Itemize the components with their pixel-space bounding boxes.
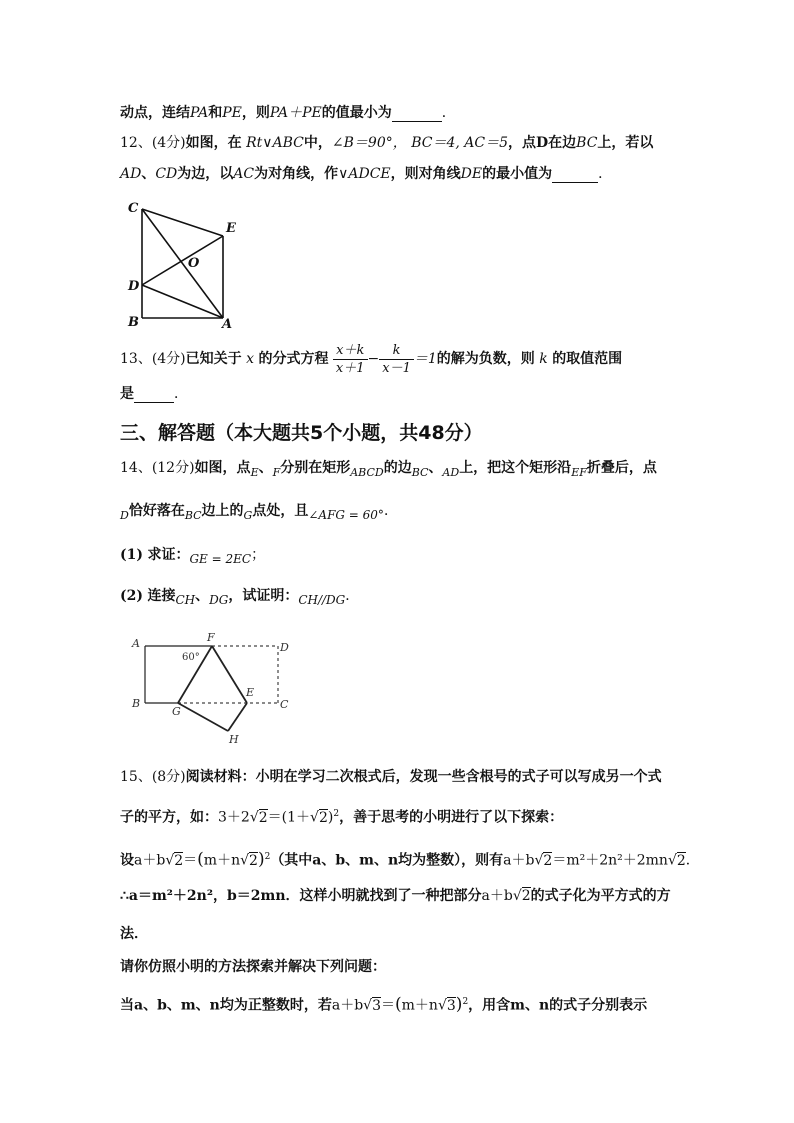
q14-part2-text: 连接 [147,588,176,604]
q12-fig-label-d: D [128,279,140,294]
q12-text-a: 如图，在 [185,135,242,151]
q15-line7 [120,993,647,1015]
q14-fig-label-angle: 60° [182,652,200,663]
q12-de: DE [460,166,483,182]
q14-text-h: 点处，且 [252,503,309,519]
q14-d: D [120,509,129,522]
q12-cd: CD [155,166,178,182]
q15-l3-rhs: ＝m²＋2n²＋2mn [552,852,668,869]
q14-angle: ∠AFG = 60° [308,508,384,522]
q14-fig-label-h: H [229,733,239,746]
q15-l7-lhs: a＋b [331,997,364,1014]
q13-line1 [120,340,622,378]
q15-line2-a: 子的平方，如： [120,809,218,826]
q14-fig-line-fe [212,646,247,703]
q14-line1 [120,459,657,482]
q14-e: E [250,466,259,479]
q12-fig-label-o: O [188,256,200,271]
q14-figure [120,625,310,750]
q12-triangle: Rt∨ABC [246,135,304,151]
q12-fig-label-c: C [128,201,139,216]
q12-text-h: ，则对角线 [390,166,461,182]
q14-text-c: 的边 [383,460,412,476]
q12-d: D [536,135,549,151]
q11-text-b: ，则 [241,105,270,121]
q14-part2-dg: DG [209,593,229,607]
q13-x: x [246,351,255,367]
q14-fig-label-f: F [207,631,215,644]
q14-bc: BC [411,466,429,479]
q14-f: F [272,466,281,479]
q14-part2-ch: CH [175,593,196,607]
q13-line2-text: 是 [120,386,134,402]
q14-bc-2: BC [184,509,202,522]
q13-eq: ＝1 [413,351,437,367]
q13-frac1-num: x＋k [333,342,368,360]
q11-and: 和 [208,105,223,121]
q15-line3-a: 设 [120,852,134,869]
q15-ex-close: ) [327,809,334,826]
q14-text-e: 折叠后，点 [586,460,657,476]
q12-figure [120,194,250,334]
q15-prefix: 15、(8分) [120,769,186,785]
q15-l4-rad: 2 [521,888,531,904]
q14-fig-label-e: E [246,686,255,699]
q15-ex-sqrt2: √2 [310,809,328,826]
q13-text-d: 的取值范围 [552,351,623,367]
q14-ef: EF [571,466,587,479]
q14-text-g: 边上的 [201,503,244,519]
q15-l3-sqrt2: √2 [534,852,553,869]
q14-part2-end: ． [345,588,360,604]
q15-l7-open-paren: ( [395,994,402,1015]
q12-answer-blank[interactable] [552,168,598,183]
q13-k: k [539,351,548,367]
q14-fig-label-b: B [132,697,141,710]
q13-end: ． [174,386,188,402]
q12-ac: AC [233,166,255,182]
q15-ex-sq: 2 [333,809,340,819]
q15-text-a: 小明在学习二次根式后，发现一些含根号的式子可以写成另一个式 [255,769,662,785]
q15-line2 [120,805,563,827]
q15-ex-eq: ＝(1＋ [267,809,311,826]
q15-line1 [120,768,662,786]
q14-line2 [120,502,398,525]
q15-l3-rad2: 2 [543,852,553,869]
q11-tail-line [120,104,456,122]
q12-fig-label-b: B [128,315,139,330]
q12-line2 [120,165,612,183]
q15-line3-end: ． [685,852,700,869]
q14-fig-line-gh [178,703,228,731]
q15-l3-rad: 2 [174,852,184,869]
q15-line6 [120,958,386,976]
q15-line3 [120,848,700,870]
q15-line7-a: 当a、b、m、n均为正整数时，若 [120,997,332,1014]
q12-text-i: 的最小值为 [482,166,553,182]
q15-l4-sqrt: √2 [512,888,531,904]
q11-pe: PE [222,105,242,121]
q13-text-b: 的分式方程 [258,351,329,367]
q13-frac2-den: x－1 [382,360,411,376]
q15-l7-rad: 3 [372,997,382,1014]
q13-minus: − [367,351,380,367]
q14-part2-sep: 、 [195,588,210,604]
q12-text-d: 在边 [548,135,577,151]
q15-l3-sqrt: √2 [165,852,184,869]
q15-l3-lhs2: a＋b [503,852,535,869]
q15-line7-b: ，用含m、n的式子分别表示 [468,997,648,1014]
q12-text-b: 中， [303,135,332,151]
q11-text-a: 动点，连结 [120,105,190,121]
q12-fig-line-de [142,236,223,285]
q13-fraction-2 [379,342,414,377]
q12-bc: BC [576,135,598,151]
q12-prefix: 12、(4分) [120,135,186,151]
q13-prefix: 13、(4分) [120,351,186,367]
q14-part2-label: (2) [120,588,143,604]
q14-fig-label-c: C [280,698,289,711]
q15-line2-b: ，善于思考的小明进行了以下探索： [339,809,564,826]
q12-text-g: 为对角线，作 [254,166,339,182]
q15-l4-expr: a＋b [481,888,513,904]
q14-part2 [120,587,359,609]
q15-title: 阅读材料： [185,769,256,785]
section-3-heading: 三、解答题（本大题共5个小题，共48分） [120,422,483,444]
q11-sum: PA＋PE [269,105,322,121]
q15-l3-inner-a: m＋n [203,852,241,869]
q11-end: ． [441,105,456,121]
q14-ad: AD [442,466,460,479]
q15-l3-open-paren: ( [197,849,204,870]
q15-l7-inner: m＋n [401,997,438,1014]
q14-text-d: 上，把这个矩形沿 [459,460,572,476]
q15-l3-lhs: a＋b [134,852,166,869]
q15-ex-sqrt: √2 [249,809,268,826]
q12-fig-label-a: A [222,317,233,332]
q14-g: G [243,509,253,522]
q14-fig-line-he [228,703,247,731]
q11-text-c: 的值最小为 [321,105,392,121]
q14-part1-text: 求证： [147,547,190,563]
q14-part1-expr: GE = 2EC [189,552,252,566]
q13-line2 [120,385,188,403]
q14-part1 [120,546,265,568]
q15-l3-sq: 2 [264,852,271,862]
q12-ad: AD [120,166,142,182]
q12-fig-label-e: E [226,221,236,236]
q12-sides: BC＝4, AC＝5 [411,135,508,151]
q14-fig-label-a: A [132,637,140,650]
q15-line4-a: ∴a＝m²＋2n²，b＝2mn．这样小明就找到了一种把部分 [120,888,482,904]
q14-text-a: 如图，点 [194,460,251,476]
q15-l7-sq: 2 [462,997,469,1007]
q15-ex-rad: 2 [258,809,268,826]
q15-l7-close-paren: ) [455,994,463,1015]
q15-l3-close-paren: ) [257,849,265,870]
q15-line4 [120,887,671,905]
q13-frac1-den: x＋1 [335,360,365,376]
q12-fig-line-ce [142,209,223,236]
q14-end: ． [383,503,398,519]
q14-part2-expr: CH//DG [298,593,346,607]
q15-l7-inner-sqrt: √3 [437,997,456,1014]
q15-l7-sqrt: √3 [363,997,382,1014]
q15-l3-sqrt3: √2 [667,852,686,869]
q14-part2-text2: ，试证明： [228,588,299,604]
q13-text-c: 的解为负数，则 [436,351,535,367]
q14-text-b: 分别在矩形 [280,460,351,476]
q15-line6-text: 请你仿照小明的方法探索并解决下列问题： [120,959,386,975]
q14-part1-end: ； [251,547,266,563]
q13-text-a: 已知关于 [185,351,242,367]
q15-l7-inner-rad: 3 [446,997,456,1014]
q11-pa: PA [190,105,209,121]
q12-text-e: 上，若以 [597,135,654,151]
q14-fig-label-d: D [280,641,289,654]
q12-text-f: 为边，以 [177,166,234,182]
q14-text-f: 恰好落在 [128,503,185,519]
q11-answer-blank[interactable] [392,107,442,122]
q15-line4-b: 的式子化为平方式的方 [530,888,671,904]
q15-ex-rad2: 2 [318,809,328,826]
q15-l3-inner-sqrt: √2 [240,852,258,869]
q15-l3-rad3: 2 [676,852,686,869]
q14-fig-label-g: G [172,705,181,718]
q12-end: ． [598,166,613,182]
q14-prefix: 14、(12分) [120,460,195,476]
q15-line5-text: 法． [120,926,148,942]
q14-abcd: ABCD [350,466,384,479]
q14-sep-2: 、 [428,460,443,476]
q12-sep: 、 [141,166,156,182]
q15-line5 [120,925,148,943]
q15-l3-inner-rad: 2 [249,852,258,869]
q14-sep: 、 [258,460,273,476]
q12-para: ∨ADCE [338,166,391,182]
q15-line3-b: （其中a、b、m、n均为整数），则有 [270,852,504,869]
q13-answer-blank[interactable] [134,388,174,403]
q15-l3-eq: ＝ [183,852,198,869]
q12-angle: ∠B＝90°， [331,135,407,151]
q15-l7-eq: ＝ [381,997,396,1014]
q12-text-c: ，点 [508,135,536,151]
q13-frac2-num: k [379,342,414,360]
q12-line1 [120,134,653,152]
q13-fraction-1 [333,342,368,377]
q15-ex-lhs: 3＋2 [218,809,250,826]
q14-part1-label: (1) [120,547,143,563]
